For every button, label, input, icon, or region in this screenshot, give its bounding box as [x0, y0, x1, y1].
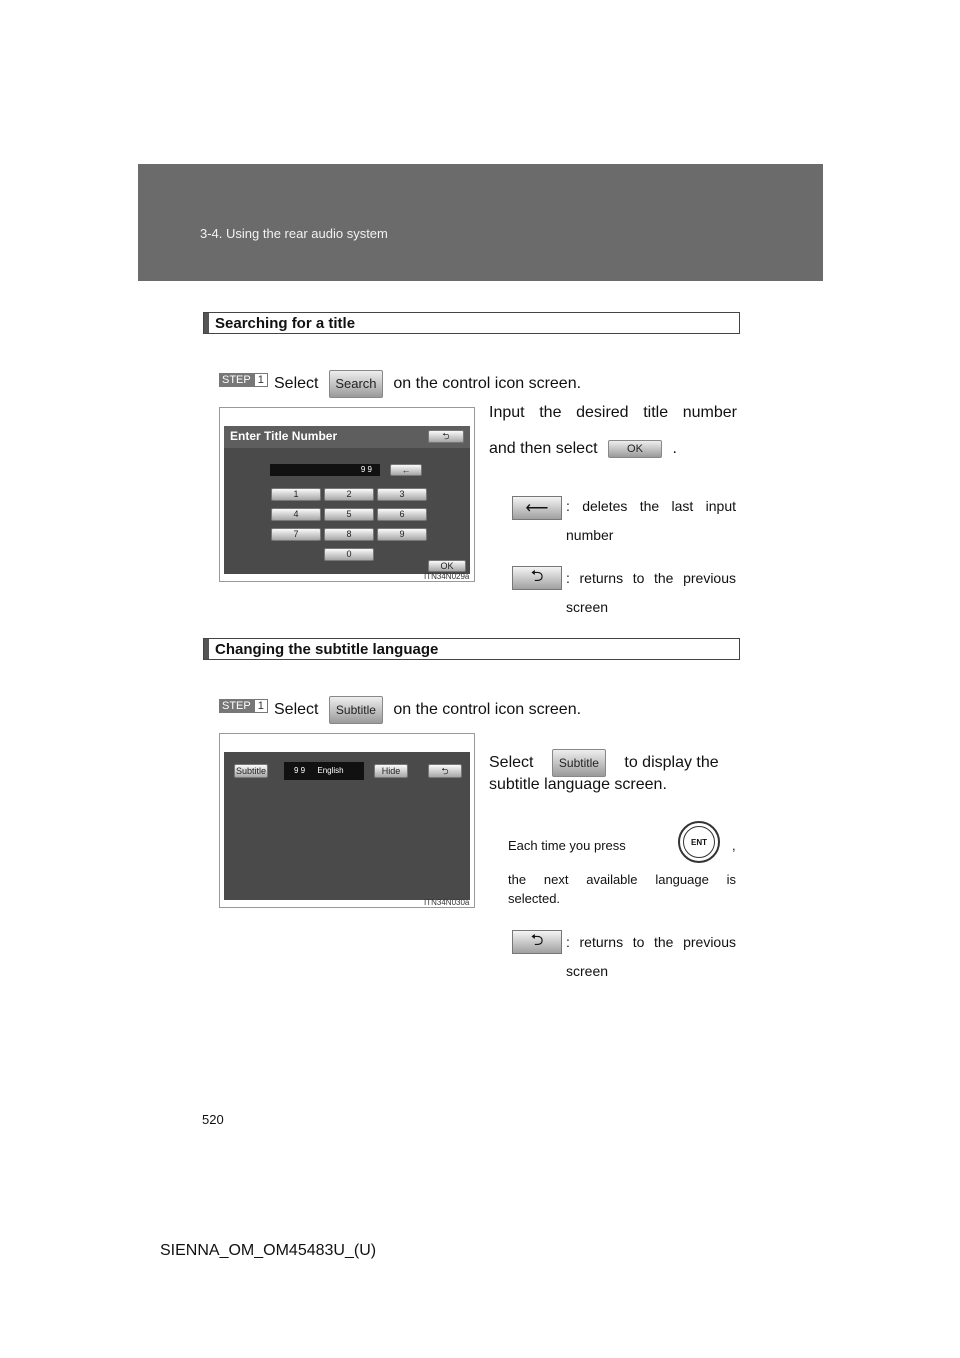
subtitle-screenshot	[219, 733, 475, 908]
step-2-instruction-line2: and then select OK .	[489, 440, 677, 458]
return-description: : returns to the previous screen	[566, 570, 736, 615]
title-number-screenshot	[219, 407, 475, 582]
image-code: ITN34N029a	[424, 572, 470, 581]
return-icon: ⮌	[442, 431, 450, 441]
section-title: Searching for a title	[215, 315, 356, 332]
backspace-description: : deletes the last input number	[566, 498, 736, 543]
backspace-arrow-icon: ←	[401, 465, 411, 475]
key-8[interactable]: 8	[324, 528, 374, 541]
ok-inline-button[interactable]: OK	[608, 440, 662, 458]
step-1-instruction: Select Search on the control icon screen.	[274, 370, 581, 398]
ent-instruction-before: Each time you press	[508, 838, 626, 853]
ent-instruction-line3: selected.	[508, 891, 561, 906]
language-number: 9 9	[294, 766, 306, 775]
section-heading-subtitle	[203, 638, 740, 660]
return-icon: ⮌	[530, 567, 544, 585]
title-number-screen	[224, 426, 470, 574]
section-title: Changing the subtitle language	[215, 641, 439, 658]
step-1-badge: STEP 1	[219, 699, 268, 713]
return-icon: ⮌	[530, 931, 544, 949]
screen-title: Enter Title Number	[230, 429, 338, 443]
backspace-key	[512, 496, 562, 520]
backspace-button[interactable]	[390, 464, 422, 476]
return-key	[512, 930, 562, 954]
hide-button[interactable]: Hide	[374, 764, 408, 778]
section-marker	[204, 639, 209, 659]
step-2-instruction-line1: Input the desired title number	[489, 404, 737, 421]
section-marker	[204, 313, 209, 333]
page-number: 520	[202, 1112, 224, 1127]
return-button[interactable]	[428, 430, 464, 443]
return-button[interactable]	[428, 764, 462, 778]
step-2-instruction-line1: Select Subtitle to display the	[489, 749, 719, 777]
step-2-instruction-line2: subtitle language screen.	[489, 776, 667, 793]
key-4[interactable]: 4	[271, 508, 321, 521]
breadcrumb: 3-4. Using the rear audio system	[200, 226, 388, 241]
key-7[interactable]: 7	[271, 528, 321, 541]
image-code: ITN34N030a	[424, 898, 470, 907]
document-footer: SIENNA_OM_OM45483U_(U)	[160, 1242, 377, 1259]
key-9[interactable]: 9	[377, 528, 427, 541]
return-icon: ⮌	[441, 766, 449, 776]
search-button[interactable]: Search	[329, 370, 383, 398]
return-description: : returns to the previous screen	[566, 934, 736, 979]
ok-button[interactable]: OK	[428, 560, 466, 572]
key-6[interactable]: 6	[377, 508, 427, 521]
subtitle-screen	[224, 752, 470, 900]
subtitle-button[interactable]: Subtitle	[329, 696, 383, 724]
key-5[interactable]: 5	[324, 508, 374, 521]
key-0[interactable]: 0	[324, 548, 374, 561]
ent-instruction-comma: ,	[732, 838, 736, 853]
ent-instruction-line2: the next available language is	[508, 872, 736, 887]
ent-button-illustration	[678, 821, 720, 863]
subtitle-toggle-button[interactable]: Subtitle	[235, 766, 267, 776]
page-header	[138, 164, 823, 281]
key-3[interactable]: 3	[377, 488, 427, 501]
backspace-arrow-icon: ⟵	[525, 500, 549, 517]
step-1-instruction: Select Subtitle on the control icon screen.	[274, 696, 581, 724]
section-heading-search	[203, 312, 740, 334]
step-1-badge: STEP 1	[219, 373, 268, 387]
return-key	[512, 566, 562, 590]
subtitle-inline-button[interactable]: Subtitle	[552, 749, 606, 777]
ent-icon: ENT	[683, 826, 715, 858]
title-number-input[interactable]: 9 9	[270, 464, 380, 476]
key-2[interactable]: 2	[324, 488, 374, 501]
language-name: English	[317, 766, 344, 775]
subtitle-language-display	[284, 762, 364, 780]
key-1[interactable]: 1	[271, 488, 321, 501]
